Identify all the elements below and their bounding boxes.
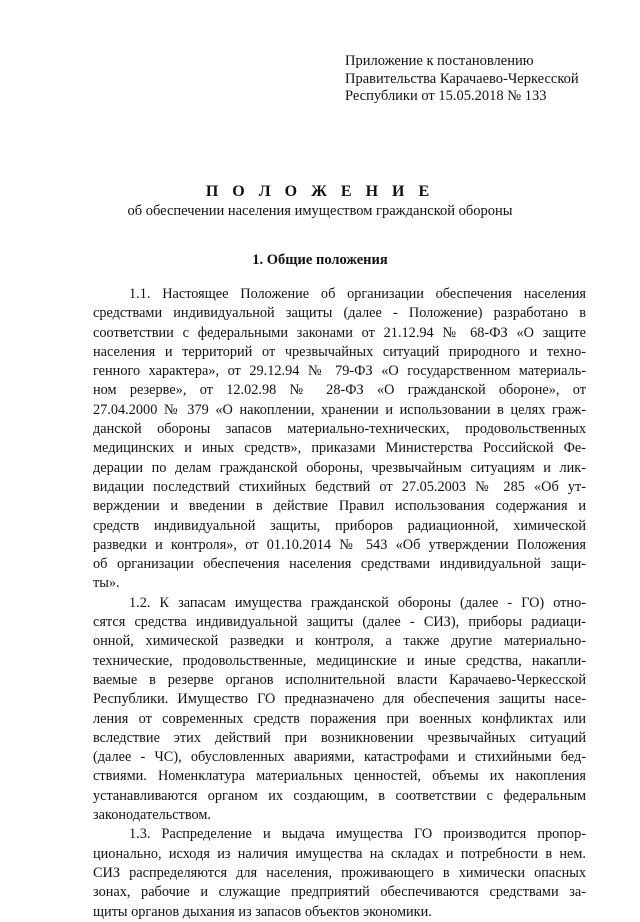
header-line: Республики от 15.05.2018 № 133 [345,88,547,104]
text-line: сятся средства индивидуальной защиты (далее - СИЗ), приборы радиаци- [93,614,586,631]
text-line: вследствие этих действий при возникновении чрезвычайных ситуаций [93,729,586,746]
text-line: ционально, исходя из наличия имущества на складах и потребности в нем. [93,845,586,862]
text-line: средствами индивидуальной защиты (далее - Положение) разработано в [93,305,586,322]
text-line: об организации обеспечения населения средствами индивидуальной защи- [93,556,586,573]
text-line: СИЗ распределяются для населения, проживающего в химически опасных [93,864,586,881]
section-heading: 1. Общие положения [252,252,388,268]
text-line: (далее - ЧС), обусловленных авариями, катастрофами и стихийными бед- [93,749,586,766]
text-line: ном резерве», от 12.02.98 № 28-ФЗ «О гражданской обороне», от [93,382,586,399]
text-line: генного характера», от 29.12.94 № 79-ФЗ «О государственном материаль- [93,363,586,380]
document-body [93,285,586,922]
text-line: 1.1. Настоящее Положение об организации обеспечения населения [129,286,586,302]
paragraph-1-1 [93,285,586,594]
text-line: видации последствий стихийных бедствий от 27.05.2003 № 285 «Об ут- [93,478,586,495]
text-line: ствиями. Номенклатура материальных ценностей, объемы их накопления [93,768,586,785]
text-line: ления от современных средств поражения при военных конфликтах или [93,710,586,727]
paragraph-1-3 [93,825,586,921]
text-line: дерации по делам гражданской обороны, чрезвычайным ситуациям и лик- [93,459,586,476]
text-line: данской обороны запасов материально-технических, продовольственных [93,421,586,438]
text-line: верждении и введении в действие Правил использования содержания и [93,498,586,515]
text-line: ты». [93,575,120,592]
text-line: зонах, рабочие и служащие предприятий обеспечиваются средствами за- [93,884,586,901]
text-line: 27.04.2000 № 379 «О накоплении, хранении и использовании в целях граж- [93,401,586,418]
paragraph-1-2 [93,594,586,826]
text-line: законодательством. [93,807,211,824]
approval-header [345,53,625,106]
text-line: Республики. Имущество ГО предназначено для обеспечения защиты насе- [93,691,586,708]
text-line: 1.3. Распределение и выдача имущества ГО производится пропор- [129,826,586,843]
text-line: онной, химической разведки и контроля, а также другие материально- [93,633,586,650]
text-line: щиты органов дыхания из запасов объектов экономики. [93,903,432,920]
text-line: населения и территорий от чрезвычайных ситуаций природного и техно- [93,343,586,360]
text-line: устанавливаются органом их создающим, в соответствии с федеральным [93,787,586,804]
text-line: технические, продовольственные, медицинские и иные средства, накапли- [93,652,586,669]
header-line: Приложение к постановлению [345,53,534,69]
text-line: ваемые в резерве органов исполнительной власти Карачаево-Черкесской [93,671,586,688]
document-title: П О Л О Ж Е Н И Е [205,183,435,200]
text-line: средств индивидуальной защиты, приборов радиационной, химической [93,517,586,534]
text-line: разведки и контроля», от 01.10.2014 № 543 «Об утверждении Положения [93,536,586,553]
text-line: 1.2. К запасам имущества гражданской обороны (далее - ГО) отно- [129,594,586,611]
document-subtitle: об обеспечении населения имуществом гражданской обороны [127,203,513,219]
text-line: соответствии с федеральными законами от 21.12.94 № 68-ФЗ «О защите [93,324,586,341]
header-line: Правительства Карачаево-Черкесской [345,70,579,87]
text-line: медицинских и иных средств», приказами Министерства Российской Фе- [93,440,586,457]
